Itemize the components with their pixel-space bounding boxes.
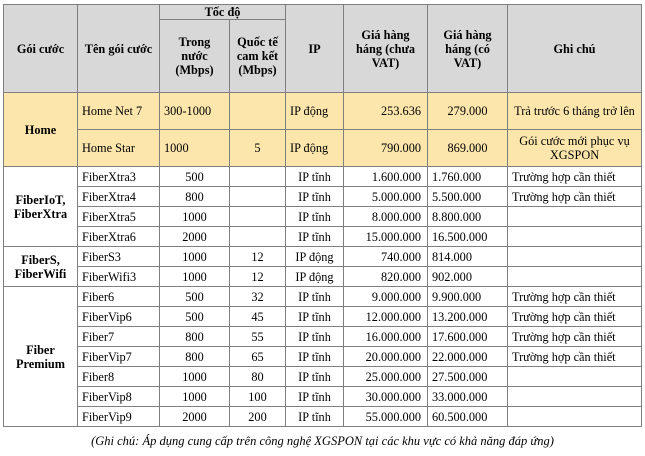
cell-package-name: FiberVip9 — [78, 407, 160, 427]
cell-package-name: FiberXtra4 — [78, 187, 160, 207]
cell-package-group: Fiber Premium — [4, 287, 78, 427]
cell-price-ex-vat: 20.000.000 — [344, 347, 428, 367]
cell-domestic-speed: 1000 — [160, 267, 230, 287]
cell-intl-speed: 12 — [230, 247, 286, 267]
cell-ip: IP tĩnh — [286, 327, 344, 347]
cell-ip: IP động — [286, 267, 344, 287]
table-caption: (Ghi chú: Áp dụng cung cấp trên công nghệ XGSPON tại các khu vực có khả năng đáp ứng) — [91, 434, 554, 448]
cell-intl-speed: 32 — [230, 287, 286, 307]
cell-package-group: Home — [4, 93, 78, 167]
cell-price-inc-vat: 279.000 — [428, 93, 508, 130]
table-row — [4, 227, 642, 247]
cell-ip: IP tĩnh — [286, 387, 344, 407]
cell-price-inc-vat: 8.800.000 — [428, 207, 508, 227]
cell-note — [508, 267, 642, 287]
cell-package-name: Fiber7 — [78, 327, 160, 347]
cell-domestic-speed: 800 — [160, 327, 230, 347]
cell-domestic-speed: 800 — [160, 187, 230, 207]
cell-price-ex-vat: 9.000.000 — [344, 287, 428, 307]
cell-price-ex-vat: 12.000.000 — [344, 307, 428, 327]
header-note: Ghi chú — [508, 5, 642, 93]
cell-price-inc-vat: 60.500.000 — [428, 407, 508, 427]
cell-price-ex-vat: 55.000.000 — [344, 407, 428, 427]
cell-intl-speed: 100 — [230, 387, 286, 407]
cell-ip: IP tĩnh — [286, 287, 344, 307]
cell-domestic-speed: 800 — [160, 347, 230, 367]
cell-domestic-speed: 1000 — [160, 247, 230, 267]
cell-price-ex-vat: 790.000 — [344, 130, 428, 167]
cell-note — [508, 247, 642, 267]
cell-domestic-speed: 1000 — [160, 367, 230, 387]
header-package-name: Tên gói cước — [78, 5, 160, 93]
table-row — [4, 387, 642, 407]
cell-ip: IP tĩnh — [286, 207, 344, 227]
cell-domestic-speed: 2000 — [160, 407, 230, 427]
cell-package-name: FiberVip6 — [78, 307, 160, 327]
cell-package-name: FiberVip8 — [78, 387, 160, 407]
cell-ip: IP tĩnh — [286, 347, 344, 367]
cell-ip: IP động — [286, 130, 344, 167]
cell-package-name: FiberWifi3 — [78, 267, 160, 287]
header-package-group: Gói cước — [4, 5, 78, 93]
pricing-table — [3, 4, 642, 427]
cell-note — [508, 407, 642, 427]
table-row — [4, 207, 642, 227]
cell-price-inc-vat: 22.000.000 — [428, 347, 508, 367]
cell-note — [508, 387, 642, 407]
cell-intl-speed — [230, 167, 286, 187]
cell-intl-speed — [230, 187, 286, 207]
header-price-inc-vat: Giá hàng háng (có VAT) — [428, 5, 508, 93]
table-row — [4, 287, 642, 307]
cell-price-inc-vat: 33.000.000 — [428, 387, 508, 407]
cell-domestic-speed: 2000 — [160, 227, 230, 247]
cell-note — [508, 227, 642, 247]
table-row — [4, 167, 642, 187]
cell-domestic-speed: 1000 — [160, 207, 230, 227]
cell-price-inc-vat: 1.760.000 — [428, 167, 508, 187]
cell-price-inc-vat: 9.900.000 — [428, 287, 508, 307]
table-row — [4, 93, 642, 130]
cell-intl-speed — [230, 207, 286, 227]
cell-note — [508, 367, 642, 387]
cell-price-inc-vat: 16.500.000 — [428, 227, 508, 247]
cell-ip: IP tĩnh — [286, 307, 344, 327]
cell-price-ex-vat: 15.000.000 — [344, 227, 428, 247]
table-body — [4, 93, 642, 427]
cell-ip: IP tĩnh — [286, 367, 344, 387]
cell-price-inc-vat: 13.200.000 — [428, 307, 508, 327]
cell-price-inc-vat: 814.000 — [428, 247, 508, 267]
cell-ip: IP tĩnh — [286, 167, 344, 187]
table-header — [4, 5, 642, 93]
cell-price-inc-vat: 869.000 — [428, 130, 508, 167]
cell-intl-speed — [230, 93, 286, 130]
cell-ip: IP tĩnh — [286, 227, 344, 247]
cell-note: Trường hợp cần thiết — [508, 347, 642, 367]
cell-package-name: FiberXtra5 — [78, 207, 160, 227]
cell-intl-speed: 55 — [230, 327, 286, 347]
cell-note: Trường hợp cần thiết — [508, 167, 642, 187]
cell-price-inc-vat: 902.000 — [428, 267, 508, 287]
cell-price-ex-vat: 820.000 — [344, 267, 428, 287]
cell-ip: IP tĩnh — [286, 187, 344, 207]
cell-package-name: Home Star — [78, 130, 160, 167]
cell-price-ex-vat: 253.636 — [344, 93, 428, 130]
table-row — [4, 130, 642, 167]
cell-package-name: FiberXtra6 — [78, 227, 160, 247]
cell-note: Trả trước 6 tháng trở lên — [508, 93, 642, 130]
cell-domestic-speed: 500 — [160, 307, 230, 327]
cell-package-name: Fiber8 — [78, 367, 160, 387]
cell-package-name: Fiber6 — [78, 287, 160, 307]
cell-domestic-speed: 500 — [160, 167, 230, 187]
cell-price-ex-vat: 16.000.000 — [344, 327, 428, 347]
header-speed: Tốc độ — [160, 5, 286, 20]
cell-price-ex-vat: 30.000.000 — [344, 387, 428, 407]
table-row — [4, 267, 642, 287]
cell-intl-speed: 65 — [230, 347, 286, 367]
cell-package-name: FiberVip7 — [78, 347, 160, 367]
cell-note: Trường hợp cần thiết — [508, 307, 642, 327]
cell-package-name: FiberS3 — [78, 247, 160, 267]
cell-note: Trường hợp cần thiết — [508, 327, 642, 347]
cell-ip: IP động — [286, 93, 344, 130]
table-row — [4, 307, 642, 327]
cell-note: Gói cước mới phục vụ XGSPON — [508, 130, 642, 167]
cell-domestic-speed: 300-1000 — [160, 93, 230, 130]
cell-intl-speed: 12 — [230, 267, 286, 287]
header-ip: IP — [286, 5, 344, 93]
cell-price-inc-vat: 5.500.000 — [428, 187, 508, 207]
cell-note — [508, 207, 642, 227]
cell-package-group: FiberIoT, FiberXtra — [4, 167, 78, 247]
cell-note: Trường hợp cần thiết — [508, 287, 642, 307]
cell-intl-speed: 5 — [230, 130, 286, 167]
table-row — [4, 347, 642, 367]
table-row — [4, 407, 642, 427]
cell-price-inc-vat: 17.600.000 — [428, 327, 508, 347]
cell-price-ex-vat: 1.600.000 — [344, 167, 428, 187]
cell-intl-speed: 45 — [230, 307, 286, 327]
cell-domestic-speed: 1000 — [160, 130, 230, 167]
cell-intl-speed: 200 — [230, 407, 286, 427]
cell-price-inc-vat: 27.500.000 — [428, 367, 508, 387]
cell-price-ex-vat: 5.000.000 — [344, 187, 428, 207]
cell-price-ex-vat: 740.000 — [344, 247, 428, 267]
cell-ip: IP động — [286, 247, 344, 267]
table-row — [4, 247, 642, 267]
cell-domestic-speed: 1000 — [160, 387, 230, 407]
table-row — [4, 327, 642, 347]
header-price-ex-vat: Giá hàng háng (chưa VAT) — [344, 5, 428, 93]
cell-ip: IP tĩnh — [286, 407, 344, 427]
header-intl-speed: Quốc tế cam kết (Mbps) — [230, 20, 286, 93]
cell-intl-speed: 80 — [230, 367, 286, 387]
table-row — [4, 187, 642, 207]
cell-note: Trường hợp cần thiết — [508, 187, 642, 207]
cell-domestic-speed: 500 — [160, 287, 230, 307]
cell-price-ex-vat: 25.000.000 — [344, 367, 428, 387]
cell-package-name: FiberXtra3 — [78, 167, 160, 187]
header-domestic-speed: Trong nước (Mbps) — [160, 20, 230, 93]
cell-package-name: Home Net 7 — [78, 93, 160, 130]
table-row — [4, 367, 642, 387]
cell-package-group: FiberS, FiberWifi — [4, 247, 78, 287]
cell-intl-speed — [230, 227, 286, 247]
cell-price-ex-vat: 8.000.000 — [344, 207, 428, 227]
